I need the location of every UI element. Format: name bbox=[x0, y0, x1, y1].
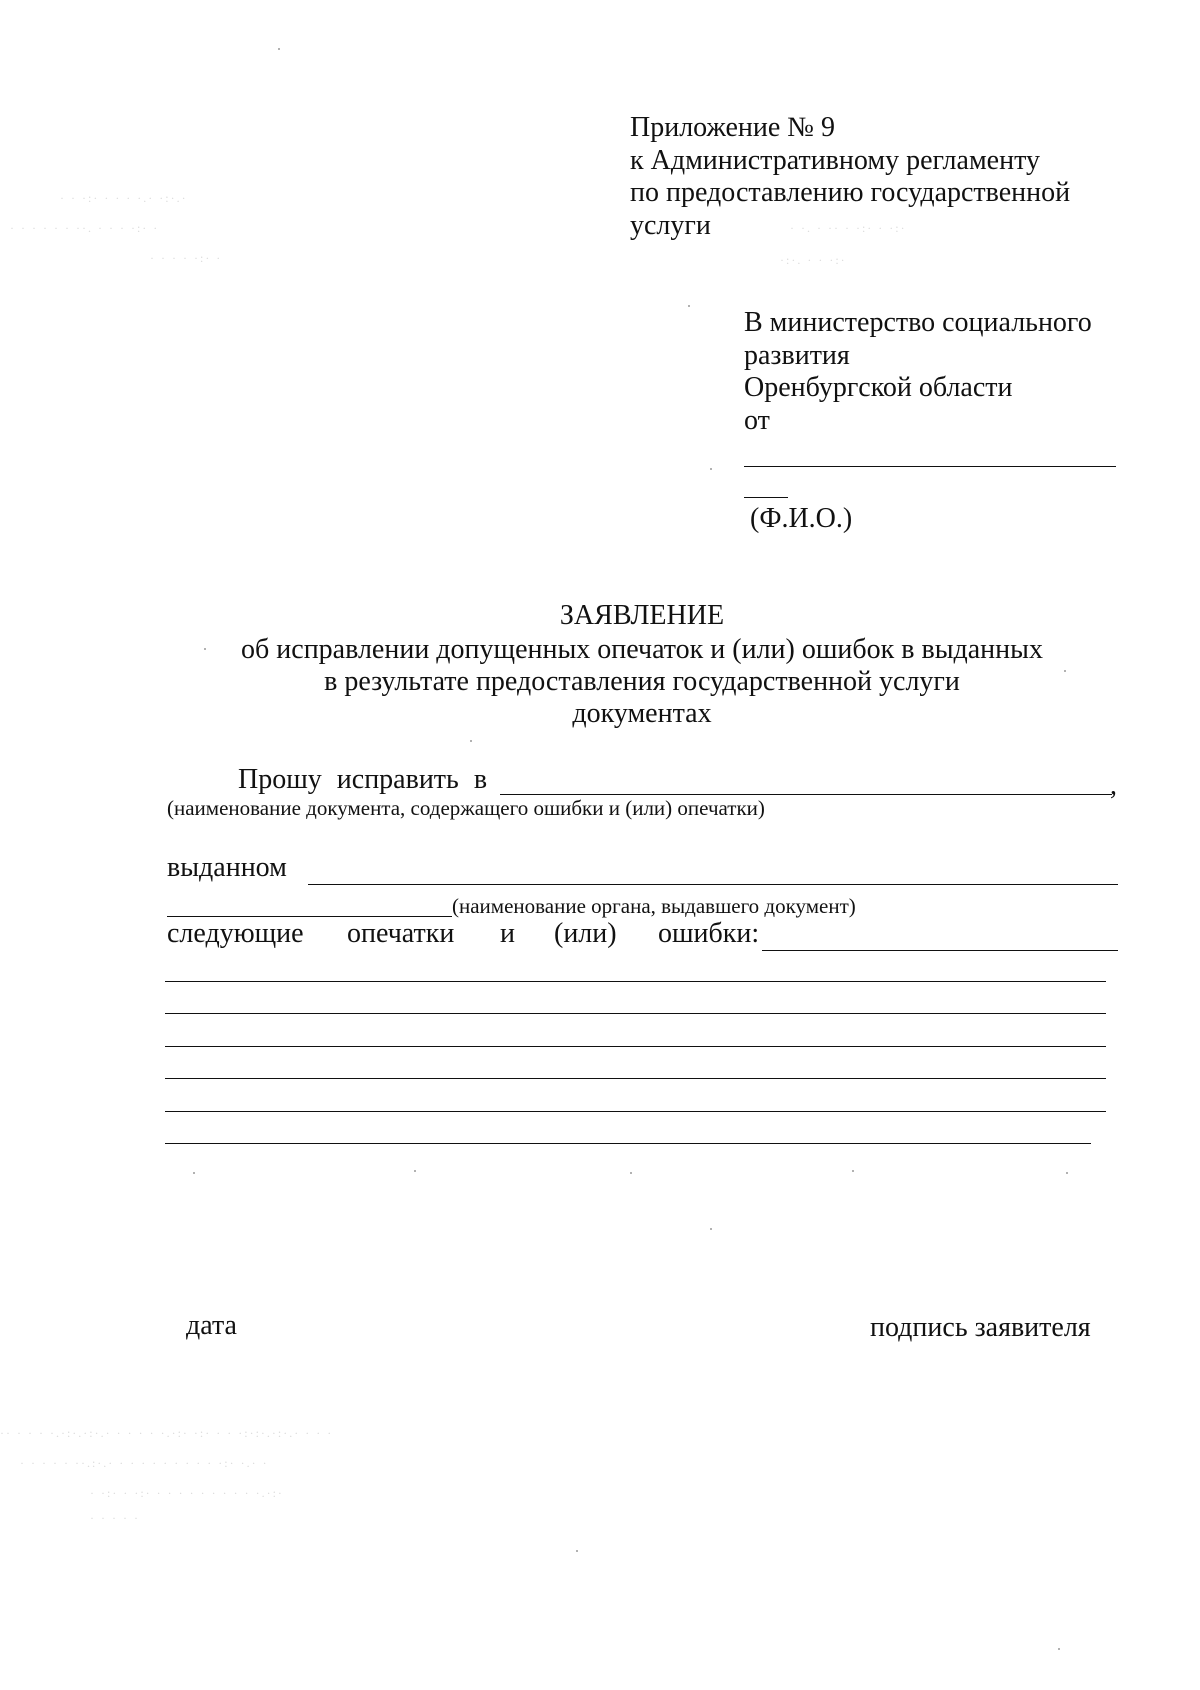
addressee-from: от bbox=[744, 405, 770, 436]
date-label: дата bbox=[186, 1310, 237, 1341]
errors-blank-line bbox=[165, 1046, 1106, 1047]
errors-blank-line bbox=[165, 1143, 1091, 1144]
scan-speck bbox=[1064, 670, 1066, 672]
scan-speck bbox=[1058, 1648, 1060, 1650]
scan-noise: · ·:· · ·:· · · · · · · · · · ·.·:· bbox=[90, 1486, 284, 1500]
document-heading: ЗАЯВЛЕНИЕ bbox=[559, 600, 725, 631]
addressee-ministry: В министерство социального bbox=[744, 307, 1092, 338]
scan-noise: · · ·:· · · · ·.· ·:·.· bbox=[60, 191, 188, 205]
request-label: Прошу исправить в bbox=[238, 764, 488, 795]
errors-blank-line bbox=[165, 981, 1106, 982]
appendix-number: Приложение № 9 bbox=[630, 112, 835, 143]
scan-speck bbox=[1066, 1172, 1068, 1174]
document-name-line bbox=[500, 794, 1112, 795]
fio-caption: (Ф.И.О.) bbox=[750, 503, 853, 534]
scan-speck bbox=[710, 468, 712, 470]
issuing-organ-caption: (наименование органа, выдавшего документ) bbox=[452, 894, 856, 918]
appendix-provision: по предоставлению государственной bbox=[630, 177, 1071, 208]
errors-blank-line bbox=[165, 1078, 1106, 1079]
scan-noise: · · · · · ··.:·.· · · · · · · · · · ·:· ·.· · bbox=[20, 1456, 269, 1470]
errors-word-following: следующие bbox=[167, 918, 304, 949]
appendix-regulation: к Административному регламенту bbox=[630, 145, 1040, 176]
scan-speck bbox=[710, 1228, 712, 1230]
addressee-development: развития bbox=[744, 340, 850, 371]
errors-word-errors: ошибки: bbox=[658, 918, 760, 949]
addressee-region: Оренбургской области bbox=[744, 372, 1013, 403]
scan-noise: ·:·. · · ·:· bbox=[780, 253, 847, 267]
scan-speck bbox=[688, 305, 690, 307]
document-name-caption: (наименование документа, содержащего ошибки и (или) опечатки) bbox=[167, 796, 765, 820]
scan-noise: · · · · · bbox=[90, 1511, 140, 1525]
issuing-organ-line-start bbox=[167, 916, 452, 917]
errors-blank-line bbox=[165, 1013, 1106, 1014]
applicant-name-line bbox=[744, 466, 1116, 467]
errors-word-or: (или) bbox=[554, 918, 617, 949]
request-comma: , bbox=[1110, 770, 1117, 801]
scan-speck bbox=[204, 648, 206, 650]
scan-speck bbox=[576, 1550, 578, 1552]
scan-speck bbox=[414, 1170, 416, 1172]
errors-line-first bbox=[762, 950, 1118, 951]
scan-speck bbox=[470, 740, 472, 742]
appendix-service: услуги bbox=[630, 210, 711, 241]
issued-label: выданном bbox=[167, 852, 287, 883]
document-subtitle-line2: в результате предоставления государственной услуги bbox=[324, 666, 960, 697]
scan-speck bbox=[193, 1172, 195, 1174]
document-subtitle-line3: документах bbox=[572, 698, 712, 729]
scan-speck bbox=[278, 48, 280, 50]
scan-speck bbox=[630, 1172, 632, 1174]
scan-noise: · · · · ·:· · bbox=[150, 251, 223, 265]
scan-noise: ·· · · · ·.·:·.·:·.· · · · · ·.·:· ·:· · · ·:·:·.·:·.· · · · bbox=[0, 1426, 334, 1440]
errors-word-typos: опечатки bbox=[347, 918, 455, 949]
errors-blank-line bbox=[165, 1111, 1106, 1112]
applicant-name-line-tail bbox=[744, 497, 788, 498]
document-subtitle-line1: об исправлении допущенных опечаток и (или) ошибок в выданных bbox=[241, 634, 1043, 665]
scan-noise: · · · · · · ··. · · · ·:· · bbox=[10, 221, 160, 235]
issuing-organ-line bbox=[308, 884, 1118, 885]
errors-word-and: и bbox=[500, 918, 515, 949]
scan-noise: · ·. · ·· · ·:· · ·:· bbox=[790, 221, 907, 235]
scan-speck bbox=[852, 1170, 854, 1172]
signature-label: подпись заявителя bbox=[870, 1312, 1091, 1343]
